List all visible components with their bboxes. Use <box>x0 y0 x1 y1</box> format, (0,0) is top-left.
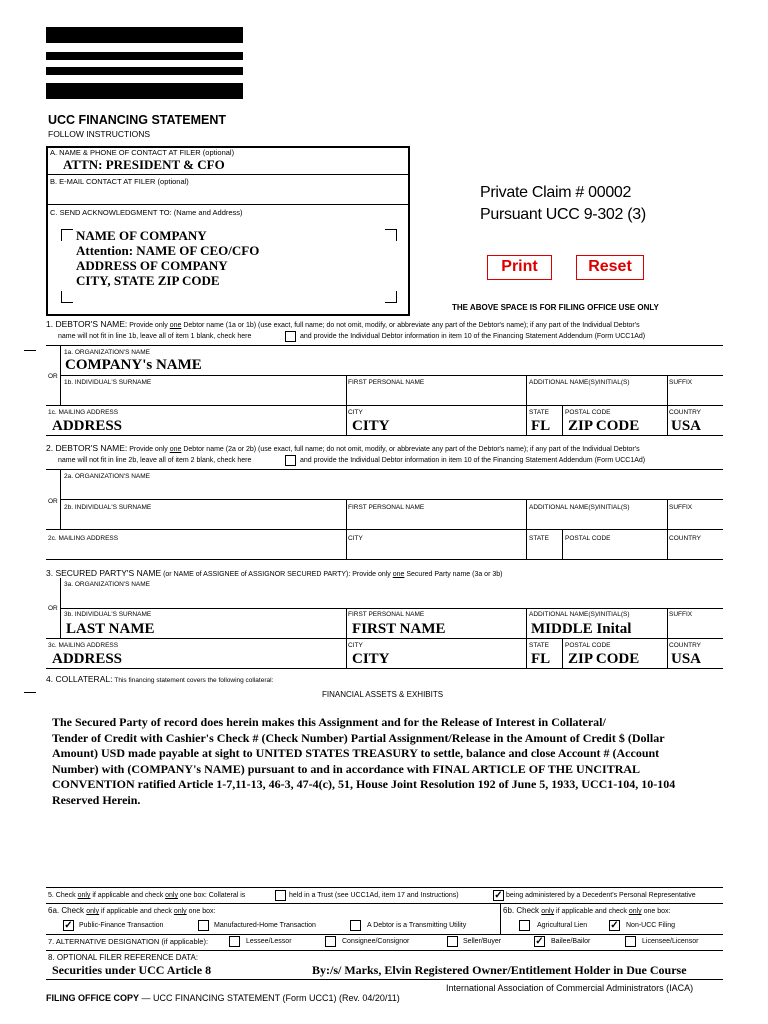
item6a-transmitting-utility-checkbox[interactable] <box>350 920 361 931</box>
collateral-line: CONVENTION ratified Article 1-7,11-13, 46-3, 47-4(c), 51, House Joint Resolution 192 of June 5, 1933, UCC1-104, 10-104 <box>52 777 676 791</box>
debtor1-additional-label: ADDITIONAL NAME(S)/INITIAL(S) <box>529 379 630 386</box>
debtor2-heading-2: name will not fit in line 2b, leave all of item 2 blank, check here <box>58 457 252 464</box>
secured-suffix-label: SUFFIX <box>669 611 693 618</box>
bracket-br <box>385 291 397 303</box>
debtor2-blank-checkbox[interactable] <box>285 455 296 466</box>
item7-label: 7. ALTERNATIVE DESIGNATION (if applicable): <box>48 937 209 946</box>
bracket-bl <box>61 291 73 303</box>
secured-first-label: FIRST PERSONAL NAME <box>348 611 425 618</box>
collateral-body <box>52 715 675 808</box>
secured-state-label: STATE <box>529 642 549 649</box>
item7-lessee-checkbox[interactable] <box>229 936 240 947</box>
secured-country-value[interactable]: USA <box>671 651 702 667</box>
debtor1-city-label: CITY <box>348 409 363 416</box>
filing-office-note: THE ABOVE SPACE IS FOR FILING OFFICE USE ONLY <box>452 303 659 312</box>
item7-bailee-checkbox[interactable]: ✓ <box>535 936 544 947</box>
debtor2-state-label: STATE <box>529 535 549 542</box>
bracket-tl <box>61 229 73 241</box>
debtor1-city-value[interactable]: CITY <box>352 418 390 434</box>
collateral-line: The Secured Party of record does herein makes this Assignment and for the Release of Interest in Collateral/ <box>52 715 606 729</box>
bracket-tr <box>385 229 397 241</box>
item5-opt2: being administered by a Decedent's Personal Representative <box>506 892 696 899</box>
debtor2-heading-2b: and provide the Individual Debtor information in item 10 of the Financing Statement Addendum (Form UCC1Ad) <box>300 457 646 464</box>
debtor2-country-label: COUNTRY <box>669 535 702 542</box>
secured-first-value[interactable]: FIRST NAME <box>352 621 446 637</box>
secured-or: OR <box>48 605 58 612</box>
footer-right: International Association of Commercial Administrators (IACA) <box>446 983 694 993</box>
debtor1-country-label: COUNTRY <box>669 409 702 416</box>
item6b-opt1: Agricultural Lien <box>537 922 588 929</box>
collateral-heading: 4. COLLATERAL: This financing statement covers the following collateral: <box>46 674 274 684</box>
debtor1-mailing-label: 1c. MAILING ADDRESS <box>48 409 119 416</box>
item6a-text: 6a. Check only if applicable and check only one box: <box>48 906 216 915</box>
debtor1-postal-value[interactable]: ZIP CODE <box>568 418 640 434</box>
ack-line-1[interactable]: NAME OF COMPANY <box>76 228 207 243</box>
secured-city-label: CITY <box>348 642 363 649</box>
form-title: UCC FINANCING STATEMENT <box>48 113 226 127</box>
debtor1-heading: 1. DEBTOR'S NAME: Provide only one Debtor name (1a or 1b) (use exact, full name; do not omit, modify, or abbreviate any part of the Debtor's name); if any part of the Individual Debtor's <box>46 319 640 329</box>
secured-surname-label: 3b. INDIVIDUAL'S SURNAME <box>64 611 152 618</box>
debtor1-blank-checkbox[interactable] <box>285 331 296 342</box>
debtor2-additional-label: ADDITIONAL NAME(S)/INITIAL(S) <box>529 504 630 511</box>
footer-left: FILING OFFICE COPY — UCC FINANCING STATEMENT (Form UCC1) (Rev. 04/20/11) <box>46 993 400 1003</box>
item7-opt3: Seller/Buyer <box>463 938 502 945</box>
debtor2-postal-label: POSTAL CODE <box>565 535 611 542</box>
secured-heading: 3. SECURED PARTY'S NAME (or NAME of ASSIGNEE of ASSIGNOR SECURED PARTY): Provide only one Secured Party name (3a or 3b) <box>46 568 503 578</box>
debtor1-first-label: FIRST PERSONAL NAME <box>348 379 425 386</box>
header-bar-1 <box>46 27 243 43</box>
secured-postal-value[interactable]: ZIP CODE <box>568 651 640 667</box>
secured-country-label: COUNTRY <box>669 642 702 649</box>
debtor1-org-label: 1a. ORGANIZATION'S NAME <box>64 349 150 356</box>
item6a-opt2: Manufactured-Home Transaction <box>214 922 316 929</box>
debtor2-or: OR <box>48 498 58 505</box>
ack-line-2[interactable]: Attention: NAME OF CEO/CFO <box>76 243 260 258</box>
item6b-non-ucc-checkbox[interactable]: ✓ <box>610 920 619 931</box>
item7-opt5: Licensee/Licensor <box>642 938 699 945</box>
collateral-line: Tender of Credit with Cashier's Check # (Check Number) Partial Assignment/Release in the Amount of Credit $ (Dollar <box>52 730 665 745</box>
item5-trust-checkbox[interactable] <box>275 890 286 901</box>
secured-additional-value[interactable]: MIDDLE Inital <box>531 621 632 637</box>
item6a-opt1: Public-Finance Transaction <box>79 922 164 929</box>
collateral-line: Number) with (COMPANY's NAME) pursuant to and in accordance with FINAL ARTICLE OF THE UNCITRAL <box>52 761 641 776</box>
debtor1-org-value[interactable]: COMPANY's NAME <box>65 357 202 373</box>
secured-mailing-value[interactable]: ADDRESS <box>52 651 123 667</box>
item6a-manufactured-home-checkbox[interactable] <box>198 920 209 931</box>
debtor1-heading-2: name will not fit in line 1b, leave all of item 1 blank, check here <box>58 333 252 340</box>
item8-value[interactable]: Securities under UCC Article 8 <box>52 963 212 977</box>
item6b-opt2: Non-UCC Filing <box>626 922 676 929</box>
item8-label: 8. OPTIONAL FILER REFERENCE DATA: <box>48 953 199 962</box>
debtor2-city-label: CITY <box>348 535 363 542</box>
debtor1-surname-label: 1b. INDIVIDUAL'S SURNAME <box>64 379 152 386</box>
debtor1-heading-2b: and provide the Individual Debtor information in item 10 of the Financing Statement Addendum (Form UCC1Ad) <box>300 333 646 340</box>
section-a-value[interactable]: ATTN: PRESIDENT & CFO <box>63 157 225 172</box>
item7-consignee-checkbox[interactable] <box>325 936 336 947</box>
debtor2-surname-label: 2b. INDIVIDUAL'S SURNAME <box>64 504 152 511</box>
collateral-line: Amount) USD made payable at sight to UNITED STATES TREASURY to settle, balance and close Account # (Account <box>52 746 660 760</box>
item6b-text: 6b. Check only if applicable and check only one box: <box>503 906 671 915</box>
debtor2-suffix-label: SUFFIX <box>669 504 693 511</box>
debtor1-state-value[interactable]: FL <box>531 418 551 434</box>
item8-signature: By:/s/ Marks, Elvin Registered Owner/Entitlement Holder in Due Course <box>312 963 687 977</box>
item5-text: 5. Check only if applicable and check only one box: Collateral is <box>48 892 246 899</box>
item7-seller-checkbox[interactable] <box>447 936 458 947</box>
header-bar-2 <box>46 52 243 60</box>
ack-line-3[interactable]: ADDRESS OF COMPANY <box>76 258 228 273</box>
item7-opt1: Lessee/Lessor <box>246 938 292 945</box>
debtor2-first-label: FIRST PERSONAL NAME <box>348 504 425 511</box>
debtor1-postal-label: POSTAL CODE <box>565 409 611 416</box>
claim-line-2: Pursuant UCC 9-302 (3) <box>480 206 646 223</box>
section-b-label: B. E-MAIL CONTACT AT FILER (optional) <box>50 177 189 186</box>
secured-org-label: 3a. ORGANIZATION'S NAME <box>64 581 150 588</box>
debtor2-org-label: 2a. ORGANIZATION'S NAME <box>64 473 150 480</box>
debtor1-country-value[interactable]: USA <box>671 418 702 434</box>
reset-button[interactable]: Reset <box>576 255 644 280</box>
secured-mailing-label: 3c. MAILING ADDRESS <box>48 642 119 649</box>
item7-licensee-checkbox[interactable] <box>625 936 636 947</box>
collateral-subtitle: FINANCIAL ASSETS & EXHIBITS <box>322 690 444 699</box>
item7-opt2: Consignee/Consignor <box>342 938 410 945</box>
debtor2-mailing-label: 2c. MAILING ADDRESS <box>48 535 119 542</box>
debtor1-mailing-value[interactable]: ADDRESS <box>52 418 123 434</box>
item6a-public-finance-checkbox[interactable]: ✓ <box>64 920 73 931</box>
debtor2-heading: 2. DEBTOR'S NAME: Provide only one Debtor name (2a or 2b) (use exact, full name; do not omit, modify, or abbreviate any part of the Debtor's name); if any part of the Individual Debtor's <box>46 443 640 453</box>
item5-opt1: held in a Trust (see UCC1Ad, item 17 and Instructions) <box>289 892 459 899</box>
ack-line-4[interactable]: CITY, STATE ZIP CODE <box>76 273 220 288</box>
secured-city-value[interactable]: CITY <box>352 651 390 667</box>
item6a-opt3: A Debtor is a Transmitting Utility <box>367 922 467 929</box>
form-subtitle: FOLLOW INSTRUCTIONS <box>48 129 151 139</box>
claim-line-1: Private Claim # 00002 <box>480 184 632 201</box>
header-bar-4 <box>46 83 243 99</box>
secured-additional-label: ADDITIONAL NAME(S)/INITIAL(S) <box>529 611 630 618</box>
debtor1-suffix-label: SUFFIX <box>669 379 693 386</box>
item5-decedent-checkbox[interactable]: ✓ <box>494 890 503 901</box>
item6b-agricultural-lien-checkbox[interactable] <box>519 920 530 931</box>
secured-postal-label: POSTAL CODE <box>565 642 611 649</box>
secured-surname-value[interactable]: LAST NAME <box>66 621 155 637</box>
item7-opt4: Bailee/Bailor <box>551 938 591 945</box>
secured-state-value[interactable]: FL <box>531 651 551 667</box>
collateral-line: Reserved Herein. <box>52 792 141 807</box>
section-c-label: C. SEND ACKNOWLEDGMENT TO: (Name and Address) <box>50 208 243 217</box>
header-bar-3 <box>46 67 243 75</box>
section-a-label: A. NAME & PHONE OF CONTACT AT FILER (optional) <box>50 148 235 157</box>
print-button[interactable]: Print <box>487 255 552 280</box>
debtor1-or: OR <box>48 373 58 380</box>
debtor1-state-label: STATE <box>529 409 549 416</box>
